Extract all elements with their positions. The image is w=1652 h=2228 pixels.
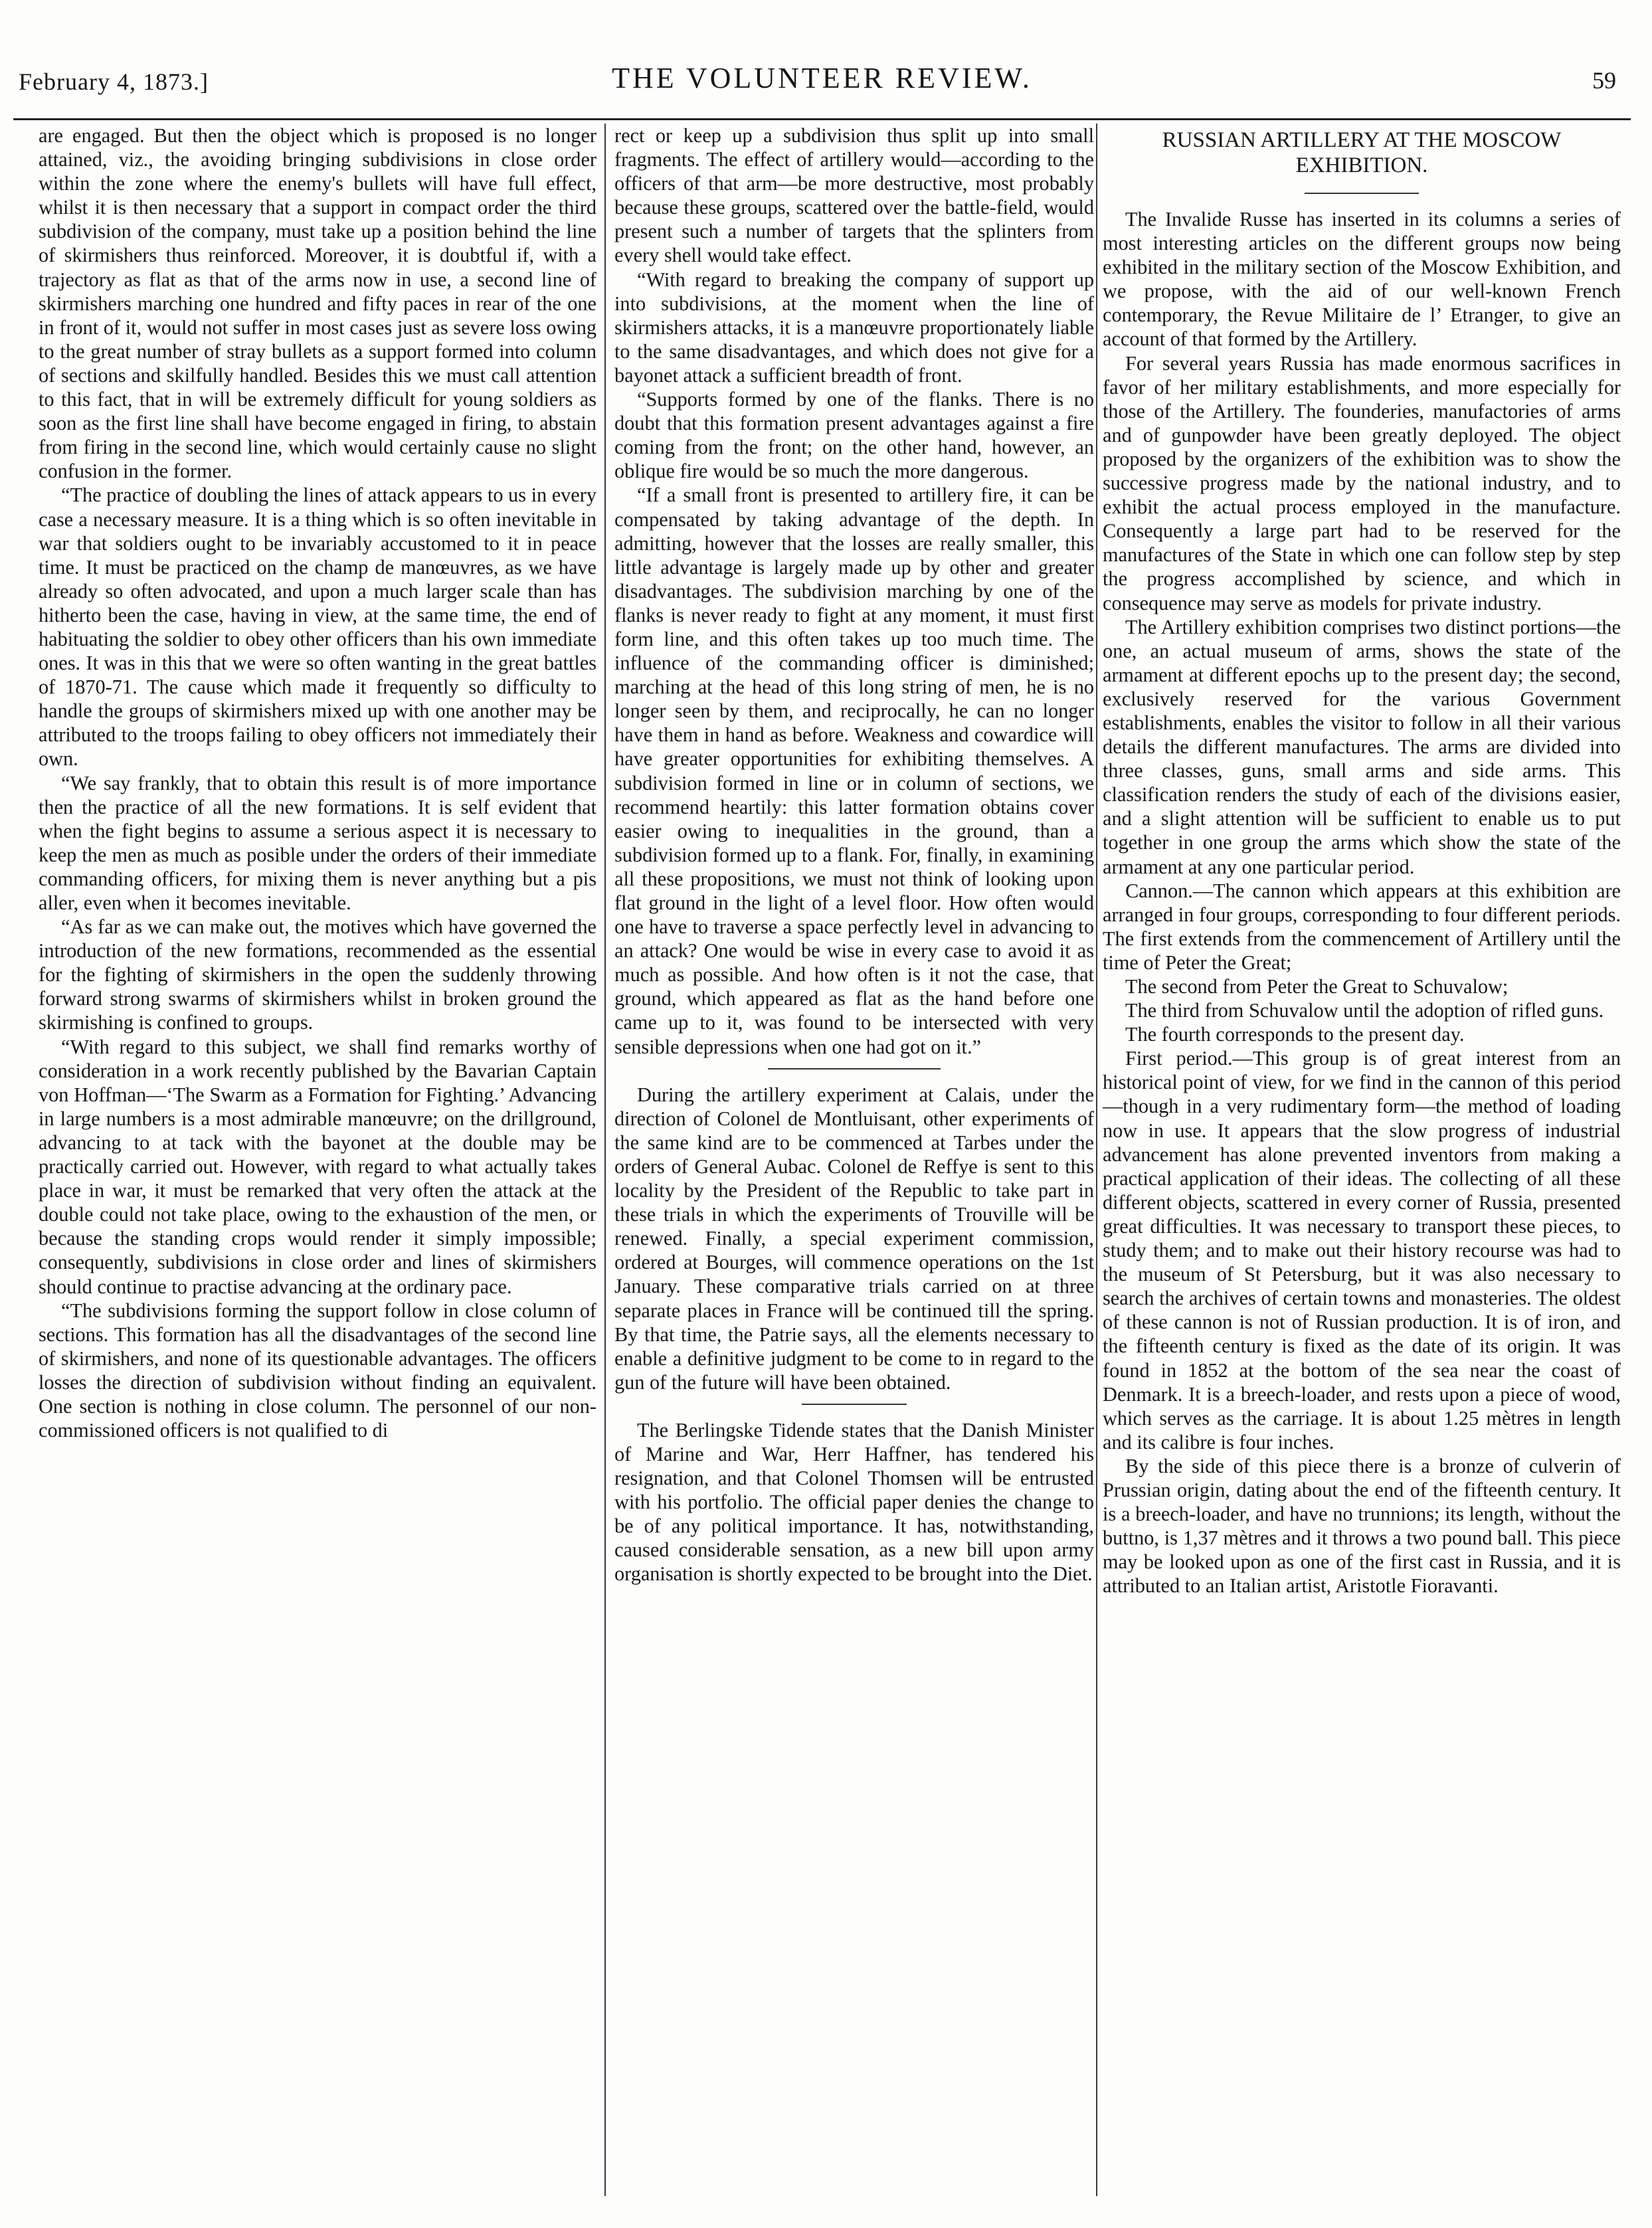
column-left xyxy=(39,124,597,2203)
paragraph: By the side of this piece there is a bronze of culverin of Prussian origin, dating about the end of the fifteenth century. It is a breech-loader, and have no trunnions; its length, without the buttno, is 1,37 mètres and it throws a two pound ball. This piece may be looked upon as one of the first cast in Russia, and it is attributed to an Italian artist, Aristotle Fioravanti. xyxy=(1103,1454,1621,1598)
paragraph: The second from Peter the Great to Schuvalow; xyxy=(1125,975,1509,998)
heading-rule xyxy=(1305,193,1419,194)
page-header xyxy=(13,39,1631,120)
paragraph: are engaged. But then the object which is proposed is no longer attained, viz., the avoiding bringing subdivisions in close order within the zone where the enemy's bullets will have full effect, whilst it is then necessary that a support in compact order the third subdivision of the company, must take up a position behind the line of skirmishers thus reinforced. Moreover, it is doubtful if, with a trajectory as flat as that of the arms now in use, a second line of skirmishers marching one hundred and fifty paces in rear of the one in front of it, would not suffer in most cases just as severe loss owing to the great number of stray bullets as a support formed into column of sections and skilfully handled. Besides this we must call attention to this fact, that in will be extremely difficult for young soldiers as soon as the first line shall have become engaged in firing, to abstain from firing in the second line, which would certainly cause no slight confusion in the former. xyxy=(39,124,597,483)
section-divider xyxy=(768,1068,941,1069)
paragraph: “Supports formed by one of the flanks. There is no doubt that this formation present advantages against a fire coming from the front; on the other hand, however, an oblique fire would be so much the more dangerous. xyxy=(614,388,1094,483)
column-right xyxy=(1103,124,1621,2203)
paragraph: “With regard to this subject, we shall find remarks worthy of consideration in a work recently published by the Bavarian Captain von Hoffman—‘The Swarm as a Formation for Fighting.’ Advancing in large numbers is a most admirable manœuvre; on the drillground, advancing to at tack with the bayonet at the double may be practically carried out. However, with regard to what actually takes place in war, it must be remarked that very often the attack at the double could not take place, owing to the exhaustion of the men, or because the standing crops would render it simply impossible; consequently, subdivisions in close order and lines of skirmishers should continue to practise advancing at the ordinary pace. xyxy=(39,1035,597,1298)
paragraph: “The practice of doubling the lines of attack appears to us in every case a necessary measure. It is a thing which is so often inevitable in war that soldiers ought to be invariably accustomed to it in peace time. It must be practiced on the champ de manœuvres, as we have already so often advocated, and upon a much larger scale than has hitherto been the case, having in view, at the same time, the end of habituating the soldier to obey other officers than his own immediate ones. It was in this that we were so often wanting in the great battles of 1870-71. The cause which made it frequently so difficulty to handle the groups of skirmishers mixed up with one another may be attributed to the troops failing to obey officers not immediately their own. xyxy=(39,484,597,771)
news-item-calais: During the artillery experiment at Calais, under the direction of Colonel de Montluisant, other experiments of the same kind are to be commenced at Tarbes under the orders of General Aubac. Colonel de Reffye is sent to this locality by the President of the Republic to take part in these trials in which the experiments of Trouville will be renewed. Finally, a special experiment commission, ordered at Bourges, will commence operations on the 1st January. These comparative trials carried on at three separate places in France will be continued till the spring. By that time, the Patrie says, all the elements necessary to enable a definitive judgment to be come to in regard to the gun of the future will have been obtained. xyxy=(614,1083,1094,1394)
newspaper-title: THE VOLUNTEER REVIEW. xyxy=(612,62,1032,94)
paragraph: “We say frankly, that to obtain this result is of more importance then the practice of all the new formations. It is self evident that when the fight begins to assume a serious aspect it is necessary to keep the men as much as posible under the orders of their immediate commanding officers, for mixing them is never anything but a pis aller, even when it becomes inevitable. xyxy=(39,771,597,914)
paragraph: “If a small front is presented to artillery fire, it can be compensated by taking advantage of the depth. In admitting, however that the losses are really smaller, this little advantage is largely made up by other and greater disadvantages. The subdivision marching by one of the flanks is never ready to fight at any moment, it must first form line, and this often takes up too much time. The influence of the commanding officer is diminished; marching at the head of this long string of men, he is no longer seen by them, and reciprocally, he can no longer have them in hand as before. Weakness and cowardice will have greater opportunities for exhibiting themselves. A subdivision formed in line or in column of sections, we recommend heartily: this latter formation obtains cover easier owing to inequalities in the ground, than a subdivision formed up to a flank. For, finally, in examining all these propositions, we must not think of looking upon flat ground in the light of a level floor. How often would one have to traverse a space perfectly level in advancing to an attack? One would be wise in every case to avoid it as much as possible. And how often is it not the case, that ground, which appeared as flat as the hand before one came up to it, was found to be intersected with very sensible depressions when one had got on it.” xyxy=(614,484,1094,1058)
paragraph: “The subdivisions forming the support follow in close column of sections. This formation has all the disadvantages of the second line of skirmishers, and none of its questionable advantages. The officers losses the direction of subdivision without finding an equivalent. One section is nothing in close column. The personnel of our non-commissioned officers is not qualified to di xyxy=(39,1299,597,1442)
paragraph: For several years Russia has made enormous sacrifices in favor of her military establishments, and more especially for those of the Artillery. The founderies, manufactories of arms and of gunpowder have been greatly deployed. The object proposed by the organizers of the exhibition was to show the successive progress made by the national industry, and to exhibit the actual process employed in the manufacture. Consequently a large part had to be reserved for the manufactures of the State in which one can follow step by step the progress accomplished by science, and which in consequence may serve as models for private industry. xyxy=(1103,351,1621,614)
page-number: 59 xyxy=(1592,67,1616,94)
paragraph: Cannon.—The cannon which appears at this exhibition are arranged in four groups, corresponding to four different periods. The first extends from the commencement of Artillery until the time of Peter the Great; xyxy=(1103,879,1621,974)
paragraph: “With regard to breaking the company of support up into subdivisions, at the moment when the line of skirmishers attacks, it is a manœuvre proportionately liable to the same disadvantages, and which does not give for a bayonet attack a sufficient breadth of front. xyxy=(614,268,1094,387)
column-rule-left xyxy=(604,124,606,2196)
section-divider xyxy=(802,1404,907,1405)
column-middle xyxy=(614,124,1094,2203)
paragraph: “As far as we can make out, the motives which have governed the introduction of the new formations, recommended as the essential for the fighting of skirmishers in the open the suddenly throwing forward strong swarms of skirmishers whilst in broken ground the skirmishing is confined to groups. xyxy=(39,915,597,1034)
news-item-denmark: The Berlingske Tidende states that the Danish Minister of Marine and War, Herr Haffner, has tendered his resignation, and that Colonel Thomsen will be entrusted with his portfolio. The official paper denies the change to be of any political importance. It has, notwithstanding, caused considerable sensation, as a new bill upon army organisation is shortly expected to be brought into the Diet. xyxy=(614,1418,1094,1586)
paragraph: First period.—This group is of great interest from an historical point of view, for we find in the cannon of this period—though in a very rudimentary form—the method of loading now in use. It appears that the slow progress of industrial advancement has alone prevented inventors from making a practical application of their ideas. The collecting of all these different objects, scattered in every corner of Russia, presented great difficulties. It was necessary to transport these pieces, to study them; and to make out their history recourse was had to the museum of St Petersburg, but it was also necessary to search the archives of certain towns and monasteries. The oldest of these cannon is not of Russian production. It is of iron, and the fifteenth century is fixed as the date of its origin. It was found in 1852 at the bottom of the sea near the coast of Denmark. It is a breech-loader, and rests upon a piece of wood, which serves as the carriage. It is about 1.25 mètres in length and its calibre is four inches. xyxy=(1103,1047,1621,1453)
article-heading: RUSSIAN ARTILLERY AT THE MOSCOW EXHIBITION. xyxy=(1162,128,1562,177)
issue-date: February 4, 1873.] xyxy=(19,68,209,95)
paragraph: rect or keep up a subdivision thus split up into small fragments. The effect of artillery would—according to the officers of that arm—be more destructive, most probably because these groups, scattered over the battle-field, would present such a number of targets that the splinters from every shell would take effect. xyxy=(614,124,1094,267)
paragraph: The fourth corresponds to the present day. xyxy=(1125,1023,1465,1046)
paragraph: The Invalide Russe has inserted in its columns a series of most interesting articles on the different groups now being exhibited in the military section of the Moscow Exhibition, and we propose, with the aid of our well-known French contemporary, the Revue Militaire de l’ Etranger, to give an account of that formed by the Artillery. xyxy=(1103,208,1621,351)
paragraph: The Artillery exhibition comprises two distinct portions—the one, an actual museum of arms, shows the state of the armament at different epochs up to the present day; the second, exclusively reserved for the various Government establishments, enables the visitor to follow in all their various details the different manufactures. The arms are divided into three classes, guns, small arms and side arms. This classification renders the study of each of the divisions easier, and a slight attention will be sufficient to enable us to put together in one group the arms which show the state of the armament at any one particular period. xyxy=(1103,615,1621,878)
paragraph: The third from Schuvalow until the adoption of rifled guns. xyxy=(1125,999,1604,1022)
column-rule-right xyxy=(1096,124,1097,2196)
